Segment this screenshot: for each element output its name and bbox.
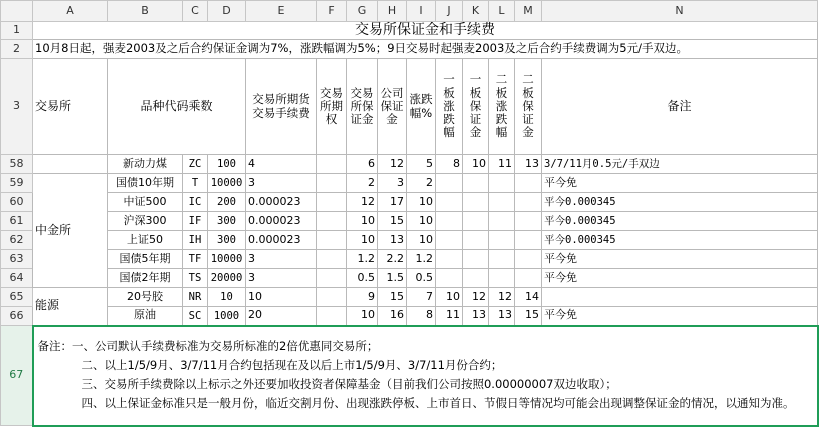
board1-margin-cell[interactable]	[463, 212, 489, 231]
futures-fee-cell[interactable]: 3	[246, 174, 317, 193]
header-board1-margin[interactable]: 一板保证金	[463, 59, 489, 155]
board2-limit-cell[interactable]	[489, 212, 515, 231]
board2-limit-cell[interactable]: 11	[489, 155, 515, 174]
header-exchange[interactable]: 交易所	[33, 59, 108, 155]
board2-limit-cell[interactable]	[489, 174, 515, 193]
column-header-e[interactable]: E	[246, 1, 317, 22]
header-price-limit[interactable]: 涨跌幅%	[407, 59, 436, 155]
column-header-row	[1, 1, 818, 22]
header-futures-fee[interactable]: 交易所期货交易手续费	[246, 59, 317, 155]
row-header[interactable]: 65	[1, 288, 33, 307]
product-name-cell[interactable]: 国债5年期	[108, 250, 183, 269]
company-margin-cell[interactable]: 17	[378, 193, 407, 212]
board2-limit-cell[interactable]	[489, 193, 515, 212]
company-margin-cell[interactable]: 12	[378, 155, 407, 174]
board1-limit-cell[interactable]	[436, 250, 463, 269]
table-row	[1, 193, 818, 212]
board1-limit-cell[interactable]	[436, 193, 463, 212]
board2-margin-cell[interactable]	[515, 269, 542, 288]
board1-margin-cell[interactable]	[463, 250, 489, 269]
header-board2-margin[interactable]: 二板保证金	[515, 59, 542, 155]
board2-margin-cell[interactable]: 15	[515, 307, 542, 326]
option-cell[interactable]	[317, 250, 347, 269]
row-header[interactable]: 64	[1, 269, 33, 288]
multiplier-cell[interactable]: 10000	[208, 174, 246, 193]
price-limit-cell[interactable]: 0.5	[407, 269, 436, 288]
option-cell[interactable]	[317, 307, 347, 326]
exchange-cell[interactable]	[33, 155, 108, 174]
board1-margin-cell[interactable]: 10	[463, 155, 489, 174]
product-code-cell[interactable]: T	[183, 174, 208, 193]
board2-limit-cell[interactable]	[489, 250, 515, 269]
row-header[interactable]: 60	[1, 193, 33, 212]
remark-cell[interactable]: 平今免	[542, 307, 818, 326]
row-header[interactable]: 66	[1, 307, 33, 326]
row-header[interactable]: 61	[1, 212, 33, 231]
futures-fee-cell[interactable]: 20	[246, 307, 317, 326]
product-code-cell[interactable]: IC	[183, 193, 208, 212]
multiplier-cell[interactable]: 1000	[208, 307, 246, 326]
price-limit-cell[interactable]: 7	[407, 288, 436, 307]
exchange-margin-cell[interactable]: 9	[347, 288, 378, 307]
futures-fee-cell[interactable]: 0.000023	[246, 231, 317, 250]
product-name-cell[interactable]: 沪深300	[108, 212, 183, 231]
row-header[interactable]: 2	[1, 40, 33, 59]
column-header-h[interactable]: H	[378, 1, 407, 22]
column-header-g[interactable]: G	[347, 1, 378, 22]
company-margin-cell[interactable]: 15	[378, 288, 407, 307]
table-row	[1, 307, 818, 326]
row-header[interactable]: 3	[1, 59, 33, 155]
column-header-b[interactable]: B	[108, 1, 183, 22]
row-1	[1, 22, 818, 40]
board1-limit-cell[interactable]	[436, 174, 463, 193]
sheet-title-cell[interactable]: 交易所保证金和手续费	[33, 22, 818, 40]
company-margin-cell[interactable]: 1.5	[378, 269, 407, 288]
option-cell[interactable]	[317, 212, 347, 231]
board1-limit-cell[interactable]	[436, 212, 463, 231]
futures-fee-cell[interactable]: 0.000023	[246, 193, 317, 212]
futures-fee-cell[interactable]: 4	[246, 155, 317, 174]
remark-cell[interactable]: 平今0.000345	[542, 231, 818, 250]
product-code-cell[interactable]: ZC	[183, 155, 208, 174]
price-limit-cell[interactable]: 10	[407, 193, 436, 212]
exchange-margin-cell[interactable]: 10	[347, 231, 378, 250]
board1-margin-cell[interactable]: 12	[463, 288, 489, 307]
product-code-cell[interactable]: SC	[183, 307, 208, 326]
multiplier-cell[interactable]: 300	[208, 212, 246, 231]
board2-margin-cell[interactable]	[515, 174, 542, 193]
table-row	[1, 288, 818, 307]
note-line-2: 二、以上1/5/9月、3/7/11月合约包括现在及以后上市1/5/9月、3/7/11月份合约；	[81, 357, 503, 372]
exchange-margin-cell[interactable]: 2	[347, 174, 378, 193]
note-line-4: 四、以上保证金标准只是一般月份，临近交割月份、出现涨跌停板、上市首日、节假日等情况均可能会出现调整保证金的情况，以通知为准。	[81, 395, 795, 410]
product-name-cell[interactable]: 原油	[108, 307, 183, 326]
column-header-l[interactable]: L	[489, 1, 515, 22]
column-header-d[interactable]: D	[208, 1, 246, 22]
product-name-cell[interactable]: 新动力煤	[108, 155, 183, 174]
table-row	[1, 174, 818, 193]
note-line-1: 备注：一、公司默认手续费标准为交易所标准的2倍优惠同交易所；	[37, 338, 379, 353]
multiplier-cell[interactable]: 100	[208, 155, 246, 174]
row-header[interactable]: 58	[1, 155, 33, 174]
row-header[interactable]: 62	[1, 231, 33, 250]
futures-fee-cell[interactable]: 10	[246, 288, 317, 307]
futures-fee-cell[interactable]: 3	[246, 250, 317, 269]
board2-margin-cell[interactable]	[515, 231, 542, 250]
board1-limit-cell[interactable]: 10	[436, 288, 463, 307]
column-header-k[interactable]: K	[463, 1, 489, 22]
header-remark[interactable]: 备注	[542, 59, 818, 155]
header-board1-limit[interactable]: 一板涨跌幅	[436, 59, 463, 155]
price-limit-cell[interactable]: 1.2	[407, 250, 436, 269]
product-code-cell[interactable]: TF	[183, 250, 208, 269]
exchange-group-cffex[interactable]: 中金所	[33, 174, 108, 288]
board1-limit-cell[interactable]	[436, 231, 463, 250]
option-cell[interactable]	[317, 269, 347, 288]
futures-fee-cell[interactable]: 0.000023	[246, 212, 317, 231]
column-header-c[interactable]: C	[183, 1, 208, 22]
company-margin-cell[interactable]: 16	[378, 307, 407, 326]
option-cell[interactable]	[317, 193, 347, 212]
remark-cell[interactable]	[542, 288, 818, 307]
option-cell[interactable]	[317, 174, 347, 193]
board2-margin-cell[interactable]	[515, 250, 542, 269]
remark-cell[interactable]: 平今0.000345	[542, 193, 818, 212]
price-limit-cell[interactable]: 8	[407, 307, 436, 326]
column-header-f[interactable]: F	[317, 1, 347, 22]
board1-margin-cell[interactable]	[463, 174, 489, 193]
board2-margin-cell[interactable]: 13	[515, 155, 542, 174]
header-exchange-margin[interactable]: 交易所保证金	[347, 59, 378, 155]
product-name-cell[interactable]: 国债2年期	[108, 269, 183, 288]
board2-margin-cell[interactable]	[515, 193, 542, 212]
table-row	[1, 269, 818, 288]
column-header-i[interactable]: I	[407, 1, 436, 22]
board2-margin-cell[interactable]	[515, 212, 542, 231]
column-header-j[interactable]: J	[436, 1, 463, 22]
exchange-margin-cell[interactable]: 10	[347, 212, 378, 231]
table-row	[1, 231, 818, 250]
product-name-cell[interactable]: 国债10年期	[108, 174, 183, 193]
notice-cell[interactable]: 10月8日起，强麦2003及之后合约保证金调为7%，涨跌幅调为5%；9日交易时起强麦2003及之后合约手续费调为5元/手双边。	[33, 40, 818, 59]
header-company-margin[interactable]: 公司保证金	[378, 59, 407, 155]
price-limit-cell[interactable]: 10	[407, 231, 436, 250]
multiplier-cell[interactable]: 10	[208, 288, 246, 307]
company-margin-cell[interactable]: 2.2	[378, 250, 407, 269]
header-product[interactable]: 品种代码乘数	[108, 59, 246, 155]
remark-cell[interactable]: 平今免	[542, 269, 818, 288]
column-header-m[interactable]: M	[515, 1, 542, 22]
exchange-margin-cell[interactable]: 1.2	[347, 250, 378, 269]
notes-cell-selected[interactable]	[33, 326, 818, 426]
column-header-n[interactable]: N	[542, 1, 818, 22]
exchange-group-ine[interactable]: 能源	[33, 288, 108, 326]
exchange-margin-cell[interactable]: 0.5	[347, 269, 378, 288]
row-2	[1, 40, 818, 59]
product-code-cell[interactable]: TS	[183, 269, 208, 288]
select-all-corner[interactable]	[1, 1, 33, 22]
option-cell[interactable]	[317, 288, 347, 307]
futures-fee-cell[interactable]: 3	[246, 269, 317, 288]
board1-margin-cell[interactable]	[463, 193, 489, 212]
board2-limit-cell[interactable]	[489, 269, 515, 288]
option-cell[interactable]	[317, 155, 347, 174]
note-line-3: 三、交易所手续费除以上标示之外还要加收投资者保障基金（目前我们公司按照0.00000007双边收取）；	[81, 376, 617, 391]
product-name-cell[interactable]: 中证500	[108, 193, 183, 212]
row-67-notes	[1, 326, 818, 426]
header-option[interactable]: 交易所期权	[317, 59, 347, 155]
product-name-cell[interactable]: 上证50	[108, 231, 183, 250]
product-code-cell[interactable]: IH	[183, 231, 208, 250]
remark-cell[interactable]: 平今0.000345	[542, 212, 818, 231]
board1-margin-cell[interactable]	[463, 231, 489, 250]
company-margin-cell[interactable]: 13	[378, 231, 407, 250]
remark-cell[interactable]: 平今免	[542, 250, 818, 269]
multiplier-cell[interactable]: 300	[208, 231, 246, 250]
multiplier-cell[interactable]: 200	[208, 193, 246, 212]
company-margin-cell[interactable]: 15	[378, 212, 407, 231]
price-limit-cell[interactable]: 5	[407, 155, 436, 174]
board2-limit-cell[interactable]: 13	[489, 307, 515, 326]
multiplier-cell[interactable]: 10000	[208, 250, 246, 269]
column-header-a[interactable]: A	[33, 1, 108, 22]
product-name-cell[interactable]: 20号胶	[108, 288, 183, 307]
price-limit-cell[interactable]: 10	[407, 212, 436, 231]
board1-margin-cell[interactable]: 13	[463, 307, 489, 326]
price-limit-cell[interactable]: 2	[407, 174, 436, 193]
board2-limit-cell[interactable]: 12	[489, 288, 515, 307]
row-header[interactable]: 1	[1, 22, 33, 40]
table-row	[1, 155, 818, 174]
company-margin-cell[interactable]: 3	[378, 174, 407, 193]
exchange-margin-cell[interactable]: 12	[347, 193, 378, 212]
multiplier-cell[interactable]: 20000	[208, 269, 246, 288]
product-code-cell[interactable]: NR	[183, 288, 208, 307]
board2-margin-cell[interactable]: 14	[515, 288, 542, 307]
exchange-margin-cell[interactable]: 6	[347, 155, 378, 174]
exchange-margin-cell[interactable]: 10	[347, 307, 378, 326]
board1-limit-cell[interactable]	[436, 269, 463, 288]
board1-limit-cell[interactable]: 11	[436, 307, 463, 326]
option-cell[interactable]	[317, 231, 347, 250]
board2-limit-cell[interactable]	[489, 231, 515, 250]
row-header[interactable]: 63	[1, 250, 33, 269]
remark-cell[interactable]: 3/7/11月0.5元/手双边	[542, 155, 818, 174]
table-row	[1, 212, 818, 231]
header-board2-limit[interactable]: 二板涨跌幅	[489, 59, 515, 155]
board1-limit-cell[interactable]: 8	[436, 155, 463, 174]
row-header[interactable]: 59	[1, 174, 33, 193]
row-3-header	[1, 59, 818, 155]
row-header-selected[interactable]: 67	[1, 326, 33, 426]
remark-cell[interactable]: 平今免	[542, 174, 818, 193]
table-row	[1, 250, 818, 269]
product-code-cell[interactable]: IF	[183, 212, 208, 231]
board1-margin-cell[interactable]	[463, 269, 489, 288]
